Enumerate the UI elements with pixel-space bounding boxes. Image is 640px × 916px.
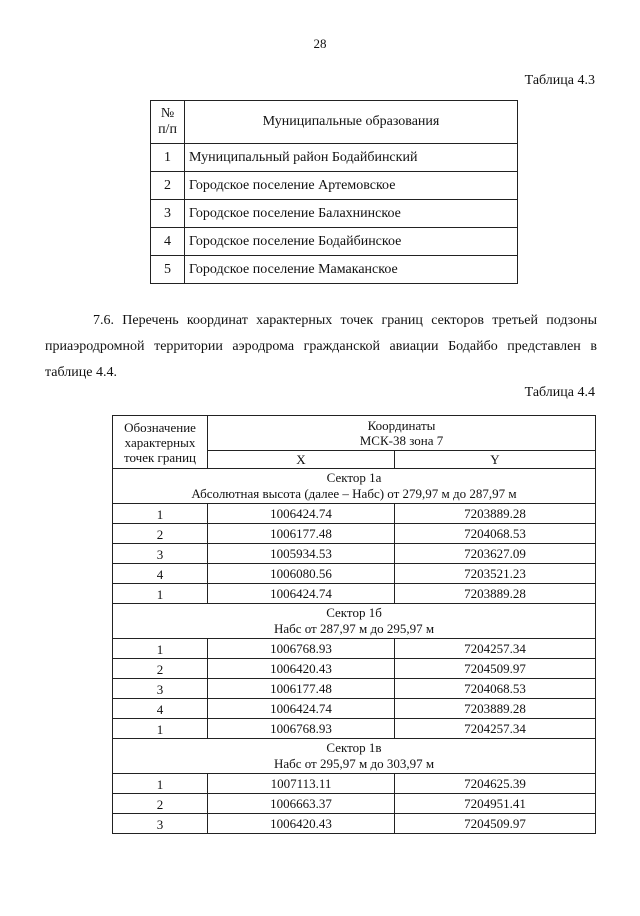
table-row — [113, 699, 596, 719]
row-number: 5 — [151, 256, 185, 284]
table-row — [113, 679, 596, 699]
table-4-3-caption: Таблица 4.3 — [524, 73, 595, 88]
table-row — [113, 814, 596, 834]
point-id: 1 — [113, 504, 208, 524]
x-value: 1006420.43 — [208, 659, 395, 679]
sector-subtitle: Набс от 287,97 м до 295,97 м — [273, 621, 435, 636]
header-number-line1: № — [160, 106, 175, 121]
point-id: 1 — [113, 639, 208, 659]
header-x-cell: X — [208, 451, 395, 469]
row-name: Городское поселение Артемовское — [185, 172, 518, 200]
municipalities-table — [150, 100, 518, 284]
header-points-line3: точек границ — [123, 449, 197, 465]
x-value: 1006424.74 — [208, 584, 395, 604]
row-number: 3 — [151, 200, 185, 228]
table-row — [151, 172, 518, 200]
table-row — [151, 200, 518, 228]
x-value: 1006768.93 — [208, 639, 395, 659]
coords-header-row — [113, 416, 596, 451]
table-header-row — [151, 101, 518, 144]
header-coords-line1: Координаты — [367, 418, 436, 434]
header-number-cell — [151, 101, 185, 144]
y-value: 7203889.28 — [395, 584, 596, 604]
point-id: 1 — [113, 719, 208, 739]
point-id: 1 — [113, 774, 208, 794]
y-value: 7203889.28 — [395, 699, 596, 719]
y-value: 7204068.53 — [395, 524, 596, 544]
sector-title: Сектор 1б — [326, 605, 382, 620]
point-id: 3 — [113, 679, 208, 699]
y-value: 7204068.53 — [395, 679, 596, 699]
x-value: 1006420.43 — [208, 814, 395, 834]
sector-header-row — [113, 739, 596, 774]
table-row — [113, 774, 596, 794]
row-number: 4 — [151, 228, 185, 256]
table-row — [113, 719, 596, 739]
table-row — [113, 524, 596, 544]
row-number: 1 — [151, 144, 185, 172]
table-row — [151, 256, 518, 284]
page-number: 28 — [313, 36, 327, 51]
table-row — [113, 659, 596, 679]
y-value: 7204509.97 — [395, 659, 596, 679]
x-value: 1006663.37 — [208, 794, 395, 814]
row-name: Городское поселение Балахнинское — [185, 200, 518, 228]
table-row — [113, 564, 596, 584]
header-points-line1: Обозначение — [124, 419, 196, 435]
sector-title: Сектор 1в — [326, 740, 382, 755]
point-id: 3 — [113, 544, 208, 564]
table-row — [113, 794, 596, 814]
point-id: 3 — [113, 814, 208, 834]
point-id: 2 — [113, 794, 208, 814]
sector-header-cell — [113, 469, 596, 504]
sector-subtitle: Набс от 295,97 м до 303,97 м — [273, 756, 435, 771]
header-points-cell — [113, 416, 208, 469]
point-id: 2 — [113, 659, 208, 679]
point-id: 4 — [113, 699, 208, 719]
point-id: 4 — [113, 564, 208, 584]
table-4-4-caption: Таблица 4.4 — [524, 385, 595, 400]
table-row — [151, 228, 518, 256]
point-id: 1 — [113, 584, 208, 604]
table-row — [113, 504, 596, 524]
x-value: 1007113.11 — [208, 774, 395, 794]
y-value: 7204257.34 — [395, 719, 596, 739]
table-row — [113, 584, 596, 604]
y-value: 7204625.39 — [395, 774, 596, 794]
paragraph-line-1: 7.6. Перечень координат характерных точек границ секторов третьей подзоны — [93, 313, 597, 328]
y-value: 7203889.28 — [395, 504, 596, 524]
paragraph-line-2: приаэродромной территории аэродрома гражданской авиации Бодайбо представлен в — [45, 339, 597, 354]
x-value: 1006768.93 — [208, 719, 395, 739]
coordinates-table — [112, 415, 596, 834]
y-value: 7203627.09 — [395, 544, 596, 564]
sector-header-row — [113, 604, 596, 639]
header-coords-cell — [208, 416, 596, 451]
table-row — [151, 144, 518, 172]
section-7-6-paragraph — [45, 308, 597, 386]
header-points-line2: характерных — [124, 434, 196, 450]
y-value: 7204951.41 — [395, 794, 596, 814]
x-value: 1006177.48 — [208, 524, 395, 544]
y-value: 7204509.97 — [395, 814, 596, 834]
sector-subtitle: Абсолютная высота (далее – Набс) от 279,97 м до 287,97 м — [191, 486, 517, 501]
header-y-cell: Y — [395, 451, 596, 469]
x-value: 1006424.74 — [208, 504, 395, 524]
point-id: 2 — [113, 524, 208, 544]
table-row — [113, 544, 596, 564]
x-value: 1006080.56 — [208, 564, 395, 584]
sector-title: Сектор 1а — [326, 470, 382, 485]
paragraph-line-3: таблице 4.4. — [45, 365, 117, 380]
sector-header-cell — [113, 604, 596, 639]
sector-header-row — [113, 469, 596, 504]
x-value: 1006177.48 — [208, 679, 395, 699]
x-value: 1006424.74 — [208, 699, 395, 719]
y-value: 7204257.34 — [395, 639, 596, 659]
y-value: 7203521.23 — [395, 564, 596, 584]
row-number: 2 — [151, 172, 185, 200]
table-row — [113, 639, 596, 659]
header-coords-line2: МСК-38 зона 7 — [359, 433, 444, 449]
header-name-cell: Муниципальные образования — [185, 101, 518, 144]
x-value: 1005934.53 — [208, 544, 395, 564]
header-number-line2: п/п — [158, 122, 177, 137]
sector-header-cell — [113, 739, 596, 774]
row-name: Муниципальный район Бодайбинский — [185, 144, 518, 172]
row-name: Городское поселение Мамаканское — [185, 256, 518, 284]
row-name: Городское поселение Бодайбинское — [185, 228, 518, 256]
